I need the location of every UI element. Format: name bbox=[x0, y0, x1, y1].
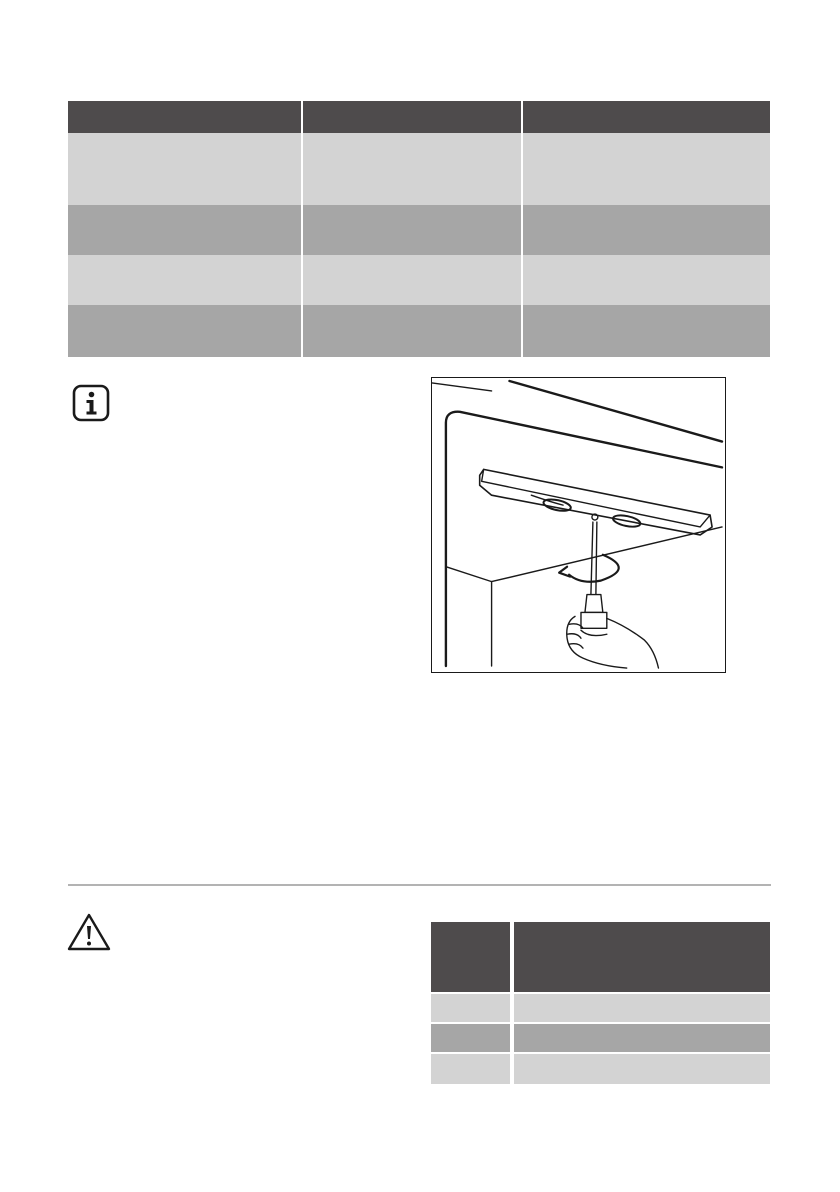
table-cell bbox=[431, 994, 510, 1022]
warning-icon bbox=[66, 912, 112, 952]
table-cell bbox=[303, 305, 521, 357]
table-cell bbox=[523, 205, 770, 255]
table-cell bbox=[431, 1024, 510, 1052]
table-header-cell bbox=[303, 101, 521, 133]
section-divider bbox=[68, 884, 771, 886]
table-cell bbox=[68, 305, 301, 357]
table-cell bbox=[431, 1054, 510, 1084]
table-cell bbox=[523, 305, 770, 357]
screwdriver-lamp-drawing bbox=[432, 378, 725, 672]
settings-table bbox=[68, 101, 770, 357]
table-header-cell bbox=[431, 922, 510, 992]
table-cell bbox=[303, 205, 521, 255]
table-cell bbox=[514, 1054, 770, 1084]
table-header-cell bbox=[514, 922, 770, 992]
table-cell bbox=[303, 255, 521, 305]
table-cell bbox=[68, 255, 301, 305]
table-cell bbox=[303, 133, 521, 205]
table-header-cell bbox=[68, 101, 301, 133]
table-cell bbox=[514, 994, 770, 1022]
info-icon bbox=[72, 384, 110, 422]
lamp-adjustment-illustration bbox=[431, 377, 726, 673]
table-cell bbox=[523, 133, 770, 205]
table-cell bbox=[68, 133, 301, 205]
small-table bbox=[431, 922, 770, 1084]
table-cell bbox=[523, 255, 770, 305]
table-header-cell bbox=[523, 101, 770, 133]
table-cell bbox=[514, 1024, 770, 1052]
table-cell bbox=[68, 205, 301, 255]
